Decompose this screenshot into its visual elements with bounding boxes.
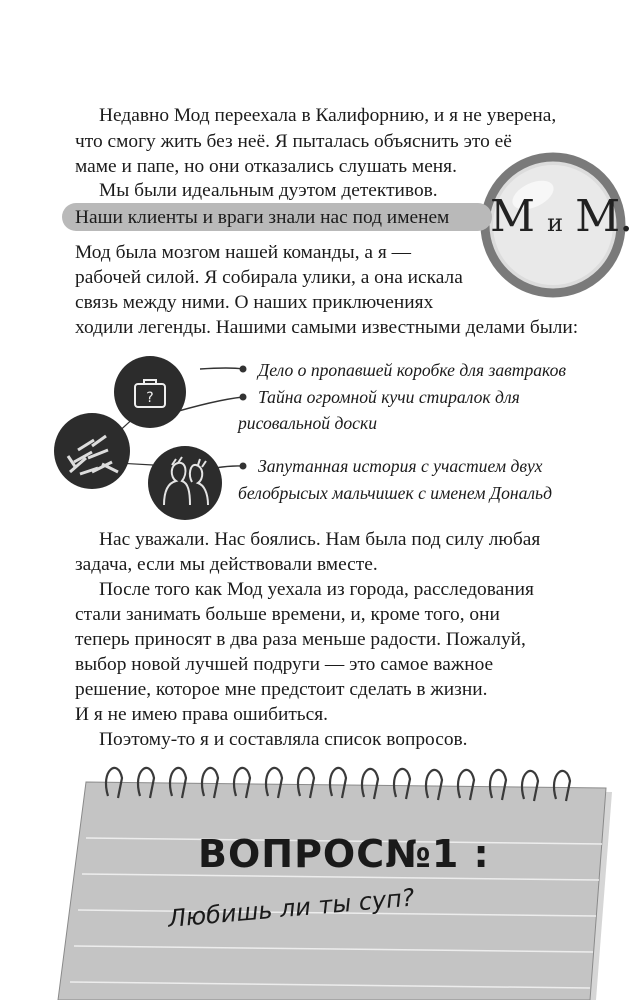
text-line: решение, которое мне предстоит сделать в жизни. bbox=[75, 679, 488, 700]
text-line: выбор новой лучшей подруги — это самое важное bbox=[75, 654, 494, 675]
text-line: ходили легенды. Нашими самыми известными делами были: bbox=[75, 317, 579, 338]
case-item: рисовальной доски bbox=[238, 413, 378, 433]
text-line: задача, если мы действовали вместе. bbox=[75, 554, 378, 575]
notepad-question: Любишь ли ты суп? bbox=[166, 883, 416, 933]
eraser-pile-icon bbox=[62, 428, 122, 478]
case-item: белобрысых мальчишек с именем Дональд bbox=[238, 483, 552, 503]
text-line: теперь приносят в два раза меньше радости. Пожалуй, bbox=[75, 629, 526, 650]
text-line: И я не имею права ошибиться. bbox=[75, 704, 329, 725]
text-line: что смогу жить без неё. Я пыталась объяснить это её bbox=[75, 131, 512, 152]
case-item: Тайна огромной кучи стиралок для bbox=[258, 387, 520, 407]
text-line: рабочей силой. Я собирала улики, а она искала bbox=[75, 267, 463, 288]
twin-boys-icon bbox=[158, 455, 214, 511]
text-line: Нас уважали. Нас боялись. Нам была под силу любая bbox=[99, 529, 541, 550]
notepad-heading: ВОПРОС№1 : bbox=[198, 832, 490, 876]
magnifier-label: M и M. bbox=[490, 191, 633, 242]
svg-text:?: ? bbox=[146, 390, 154, 406]
text-line: стали занимать больше времени, и, кроме того, они bbox=[75, 604, 500, 625]
text-line: связь между ними. О наших приключениях bbox=[75, 292, 434, 313]
text-line: Поэтому-то я и составляла список вопросов. bbox=[99, 729, 468, 750]
text-line: Недавно Мод переехала в Калифорнию, и я не уверена, bbox=[99, 105, 557, 126]
text-line: Мы были идеальным дуэтом детективов. bbox=[99, 180, 438, 201]
case-item: Запутанная история с участием двух bbox=[258, 456, 543, 476]
lunchbox-icon bbox=[132, 377, 168, 409]
case-item: Дело о пропавшей коробке для завтраков bbox=[258, 360, 567, 380]
text-line: маме и папе, но они отказались слушать меня. bbox=[75, 156, 457, 177]
text-line: Мод была мозгом нашей команды, а я — bbox=[75, 242, 412, 263]
text-line: Наши клиенты и враги знали нас под именем bbox=[75, 207, 450, 228]
spiral-notepad bbox=[0, 752, 644, 1000]
text-line: После того как Мод уехала из города, расследования bbox=[99, 579, 534, 600]
